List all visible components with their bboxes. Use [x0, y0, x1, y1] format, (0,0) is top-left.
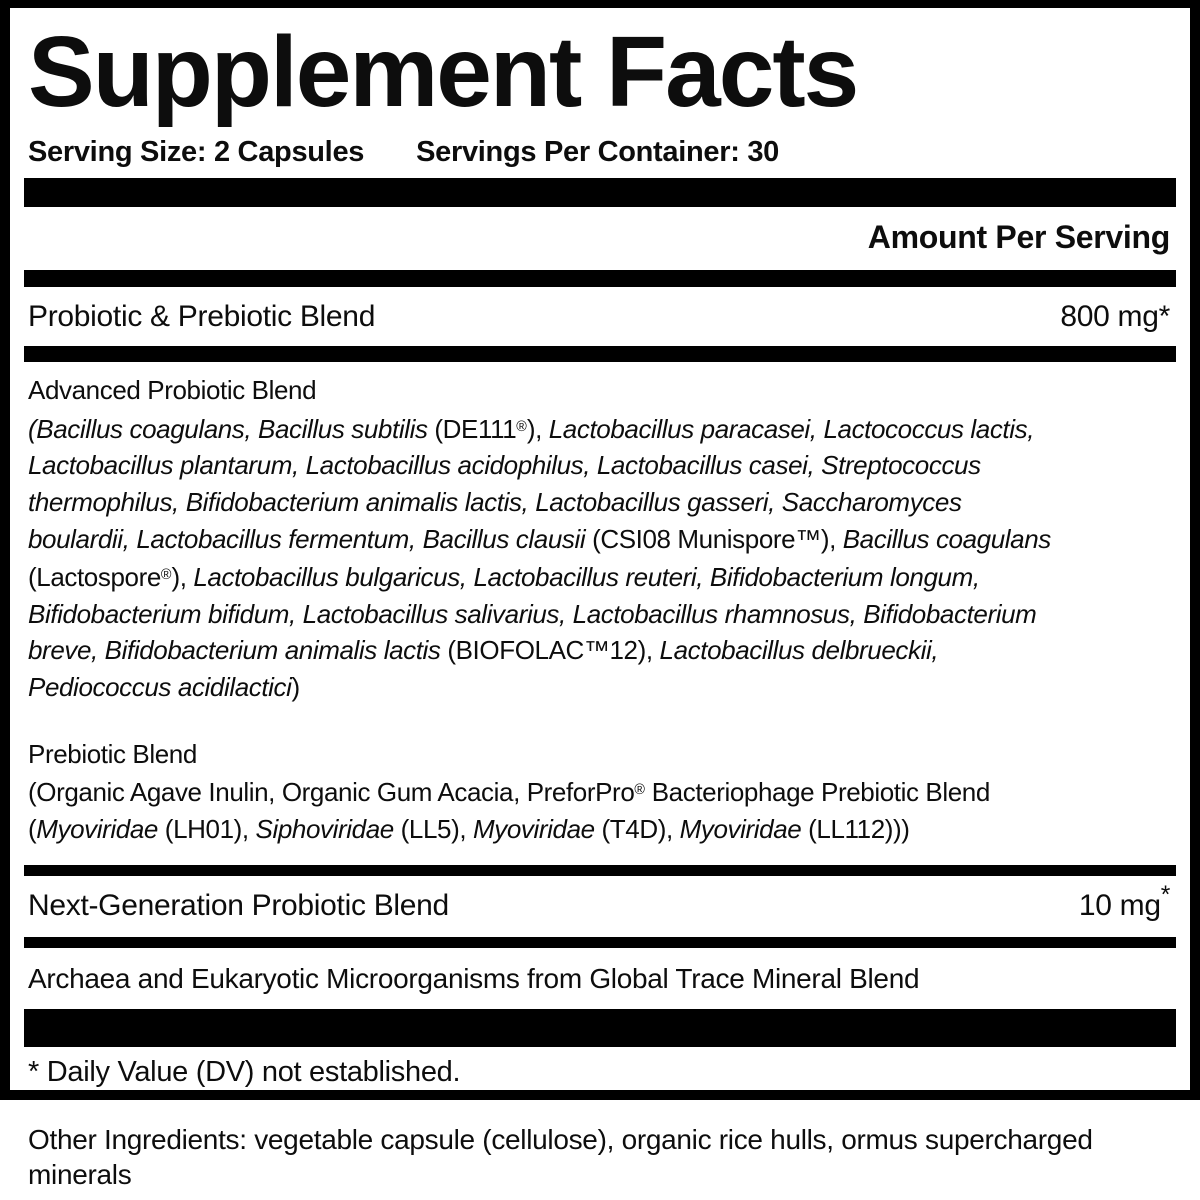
prebiotic-blend-paragraph	[10, 736, 1190, 848]
prebiotic-blend-contents	[28, 772, 1170, 847]
blend-line: (Organic Agave Inulin, Organic Gum Acacia, PreforPro® Bacteriophage Prebiotic Blend	[28, 777, 990, 808]
archaea-note: Archaea and Eukaryotic Microorganisms from Global Trace Mineral Blend	[28, 962, 920, 994]
blend-line: (Myoviridae (LH01), Siphoviridae (LL5), Myoviridae (T4D), Myoviridae (LL112)))	[28, 813, 910, 844]
nutrient-row-next-generation-probiotic-blend	[10, 876, 1190, 937]
daily-value-footnote: * Daily Value (DV) not established.	[28, 1055, 461, 1088]
blend-line: breve, Bifidobacterium animalis lactis (BIOFOLAC™12), Lactobacillus delbrueckii,	[28, 635, 939, 666]
advanced-probiotic-blend-heading: Advanced Probiotic Blend	[28, 375, 317, 405]
panel-title: Supplement Facts	[28, 16, 858, 128]
divider-thick-bottom	[24, 1009, 1176, 1047]
nutrient-amount: 10 mg*	[1078, 882, 1170, 922]
divider-medium-2	[24, 346, 1176, 362]
nutrient-row-probiotic-prebiotic-blend	[10, 287, 1190, 346]
other-ingredients: Other Ingredients: vegetable capsule (cellulose), organic rice hulls, ormus supercharged minerals	[28, 1124, 1093, 1190]
blend-line: Lactobacillus plantarum, Lactobacillus acidophilus, Lactobacillus casei, Streptococcus	[28, 450, 981, 481]
divider-thin-2	[24, 937, 1176, 948]
blend-line: (Bacillus coagulans, Bacillus subtilis (DE111®), Lactobacillus paracasei, Lactococcus lactis,	[28, 413, 1035, 444]
serving-size: Serving Size: 2 Capsules	[28, 136, 365, 168]
divider-medium-1	[24, 270, 1176, 287]
servings-per-container: Servings Per Container: 30	[416, 136, 779, 168]
prebiotic-blend-heading: Prebiotic Blend	[28, 738, 197, 769]
nutrient-label: Next-Generation Probiotic Blend	[28, 888, 449, 922]
blend-line: boulardii, Lactobacillus fermentum, Bacillus clausii (CSI08 Munispore™), Bacillus coagulans	[28, 523, 1051, 554]
blend-line: thermophilus, Bifidobacterium animalis lactis, Lactobacillus gasseri, Saccharomyces	[28, 486, 962, 517]
serving-info	[10, 136, 1190, 168]
advanced-probiotic-blend-paragraph	[10, 372, 1190, 706]
divider-thin-1	[24, 865, 1176, 876]
advanced-probiotic-blend-species	[28, 409, 1170, 706]
divider-thick-top	[24, 178, 1176, 207]
dv-asterisk: *	[1158, 300, 1170, 333]
dv-asterisk: *	[1160, 882, 1170, 910]
blend-line: (Lactospore®), Lactobacillus bulgaricus, Lactobacillus reuteri, Bifidobacterium longum,	[28, 562, 980, 593]
serving-info-spacer	[364, 136, 416, 168]
amount-per-serving-header: Amount Per Serving	[867, 219, 1170, 255]
nutrient-label: Probiotic & Prebiotic Blend	[28, 300, 376, 333]
blend-line: Pediococcus acidilactici)	[28, 672, 300, 703]
nutrient-amount: 800 mg*	[1060, 300, 1170, 333]
blend-line: Bifidobacterium bifidum, Lactobacillus salivarius, Lactobacillus rhamnosus, Bifidobacterium	[28, 598, 1037, 629]
